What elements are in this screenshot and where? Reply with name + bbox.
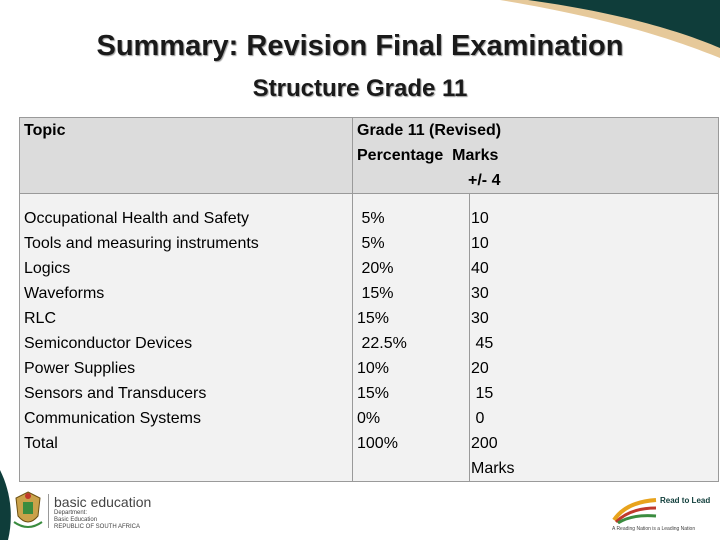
marks-cell: 200 — [471, 435, 498, 452]
slide-subtitle: Structure Grade 11 — [252, 75, 468, 102]
topic-cell: Power Supplies — [24, 360, 136, 377]
read-to-lead-logo — [610, 492, 720, 537]
topic-cell: Tools and measuring instruments — [24, 235, 259, 252]
topic-cell: Sensors and Transducers — [24, 385, 207, 402]
percentage-cell: 10% — [357, 360, 390, 377]
table-header-row — [20, 118, 719, 194]
header-topic — [20, 118, 353, 194]
logo-name: basic education — [54, 494, 152, 510]
logo-line3: REPUBLIC OF SOUTH AFRICA — [54, 524, 141, 530]
topic-cell: Occupational Health and Safety — [24, 210, 250, 227]
book-icon — [612, 494, 658, 524]
marks-column — [470, 194, 719, 482]
percentage-cell: 5% — [357, 210, 385, 227]
coat-of-arms-icon — [10, 488, 46, 532]
percentage-cell: 15% — [357, 285, 394, 302]
marks-cell: 40 — [471, 260, 489, 277]
marks-suffix: Marks — [471, 460, 515, 477]
marks-cell: 20 — [471, 360, 489, 377]
table-body-row — [20, 194, 719, 482]
topic-column — [20, 194, 353, 482]
marks-cell: 10 — [471, 235, 489, 252]
header-grade-line3: +/- 4 — [468, 172, 501, 189]
slide-title: Summary: Revision Final Examination — [96, 30, 624, 62]
percentage-cell: 15% — [357, 310, 390, 327]
topic-cell: Semiconductor Devices — [24, 335, 193, 352]
marks-cell: 15 — [471, 385, 494, 402]
header-topic-label: Topic — [24, 122, 66, 139]
read-to-lead-tagline: A Reading Nation is a Leading Nation — [612, 526, 696, 532]
percentage-column — [353, 194, 470, 482]
topic-cell: Logics — [24, 260, 71, 277]
percentage-cell: 0% — [357, 410, 381, 427]
percentage-cell: 22.5% — [357, 335, 407, 352]
topic-cell: Waveforms — [24, 285, 105, 302]
topic-cell: Communication Systems — [24, 410, 201, 427]
header-grade-line2: Percentage Marks — [357, 147, 499, 164]
marks-cell: 30 — [471, 310, 489, 327]
marks-cell: 30 — [471, 285, 489, 302]
header-grade — [353, 118, 719, 194]
logo-line2: Basic Education — [54, 517, 98, 523]
percentage-cell: 100% — [357, 435, 398, 452]
read-to-lead-title: Read to Lead — [660, 496, 711, 505]
percentage-cell: 5% — [357, 235, 385, 252]
topic-cell: Total — [24, 435, 58, 452]
header-grade-line1: Grade 11 (Revised) — [357, 122, 502, 139]
topic-cell: RLC — [24, 310, 57, 327]
percentage-cell: 20% — [357, 260, 394, 277]
percentage-cell: 15% — [357, 385, 390, 402]
marks-cell: 10 — [471, 210, 489, 227]
exam-structure-table — [19, 117, 719, 482]
basic-education-logo — [10, 488, 230, 536]
marks-cell: 0 — [471, 410, 485, 427]
logo-line1: Department: — [54, 510, 88, 516]
marks-cell: 45 — [471, 335, 494, 352]
